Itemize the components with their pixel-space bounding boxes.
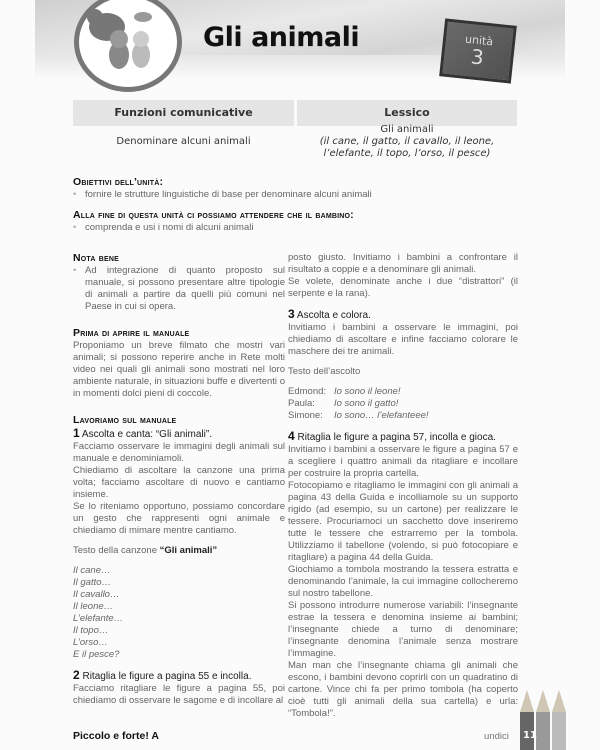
- animals-icon: [79, 0, 177, 87]
- table-header: Lessico: [297, 100, 517, 126]
- section-heading: Lavoriamo sul manuale: [73, 414, 177, 426]
- lyric-line: E il pesce?: [73, 649, 120, 660]
- page-title: Gli animali: [203, 22, 360, 53]
- speaker: Simone:: [288, 410, 323, 421]
- step-title: 1 Ascolta e canta: “Gli animali”.: [73, 426, 212, 440]
- paragraph: Chiediamo di ascoltare la canzone una prima volta; facciamo ascoltare di nuovo e cantiamo insieme.: [73, 465, 285, 500]
- step-title: 4 Ritaglia le figure a pagina 57, incolla e gioca.: [288, 429, 496, 443]
- table-cell: [297, 124, 517, 160]
- pencil-icon: [520, 690, 534, 750]
- objectives-section: [73, 176, 523, 234]
- bullet-item: • Ad integrazione di quanto proposto sul manuale, si possono presentare altre tipologie di animali a partire da quelli più comuni nel Paese in cui si opera.: [73, 265, 285, 313]
- paragraph: Invitiamo i bambini a osservare le figure a pagina 57 e a scegliere i quattro animali da ritagliare e incollare per costruire la propria cartella.: [288, 444, 518, 479]
- speech: Io sono il leone!: [334, 386, 401, 397]
- table-header: Funzioni comunicative: [73, 100, 294, 126]
- unit-number: 3: [469, 44, 485, 70]
- lyric-line: L’elefante…: [73, 613, 124, 624]
- pencil-icon: [552, 690, 566, 750]
- lexicon-list: (il cane, il gatto, il cavallo, il leone, l’elefante, il topo, l’orso, il pesce): [319, 136, 495, 159]
- lexicon-title: Gli animali: [380, 124, 434, 135]
- listening-label: Testo dell’ascolto: [288, 366, 361, 377]
- speech: Io sono… l’elefanteee!: [334, 410, 429, 421]
- lyric-line: Il gatto…: [73, 577, 112, 588]
- paragraph: Invitiamo i bambini a osservare le immagini, poi chiediamo di ascoltare e infine facciamo colorare le maschere dei tre animali.: [288, 322, 518, 357]
- lyric-line: Il cavallo…: [73, 589, 120, 600]
- section-heading: Obiettivi dell’unità:: [73, 176, 164, 188]
- lyric-line: Il leone…: [73, 601, 114, 612]
- section-heading: Alla fine di questa unità ci possiamo attendere che il bambino:: [73, 209, 354, 221]
- speech: Io sono il gatto!: [334, 398, 399, 409]
- page-word: undici: [484, 731, 509, 742]
- page-number: 11: [523, 730, 537, 741]
- step-title: 2 Ritaglia le figure a pagina 55 e incolla.: [73, 668, 252, 682]
- unit-badge: [439, 18, 517, 83]
- speaker: Paula:: [288, 398, 315, 409]
- section-heading: Prima di aprire il manuale: [73, 327, 190, 339]
- section-heading: Nota bene: [73, 252, 120, 264]
- book-title: Piccolo e forte! A: [73, 730, 159, 742]
- bullet-item: • comprenda e usi i nomi di alcuni animali: [73, 222, 523, 234]
- paragraph: Facciamo osservare le immagini degli animali sul manuale e denominiamoli.: [73, 441, 285, 464]
- paragraph: Fotocopiamo e ritagliamo le immagini con gli animali a pagina 43 della Guida e incolliamole su un supporto rigido (ad esempio, su un cartone) per realizzare le tessere. Procuriamoci un sacchetto dove inseriremo tutte le tessere che estrarremo per la tombola. Utilizziamo il tabellone (volendo, si può fotocopiare e ritagliare) a pagina 44 della Guida.: [288, 480, 518, 563]
- right-column: [288, 252, 518, 720]
- paragraph: Se volete, denominate anche i due “distrattori” (il serpente e la rana).: [288, 276, 518, 299]
- lyric-line: Il cane…: [73, 565, 111, 576]
- song-label: Testo della canzone “Gli animali”: [73, 545, 218, 556]
- paragraph: posto giusto. Invitiamo i bambini a confrontare il risultato a coppie e a denominare gli animali.: [288, 252, 518, 275]
- dialogue: [288, 386, 518, 422]
- paragraph: Giochiamo a tombola mostrando la tessera estratta e denominando l’animale, la cui immagine collocheremo sul nostro tabellone.: [288, 564, 518, 599]
- paragraph: Facciamo ritagliare le figure a pagina 55, poi chiediamo di osservare le sagome e di incollare al: [73, 683, 285, 706]
- pencil-icon: [536, 690, 550, 750]
- paragraph: Man man che l’insegnante chiama gli animali che escono, i bambini devono coprirli con un quadratino di cartone. Vince chi fa per primo tombola (ha coperto cioè tutti gli animali della sua cartella) e urla: “Tombola!”.: [288, 660, 518, 719]
- lyric-line: Il topo…: [73, 625, 109, 636]
- paragraph: Si possono introdurre numerose variabili: l’insegnante estrae la tessera e denomina insieme ai bambini; l’insegnante chiede a turno di denominare; l’insegnante denomina l’animale senza mostrare l’immagine.: [288, 600, 518, 659]
- table-cell: Denominare alcuni animali: [116, 136, 251, 147]
- paragraph: Se lo riteniamo opportuno, possiamo concordare un gesto che rappresenti ogni animale e chiediamo di mimare mentre cantiamo.: [73, 501, 285, 536]
- paragraph: Proponiamo un breve filmato che mostri vari animali; si possono reperire anche in Rete molti video nei quali gli animali sono mostrati nel loro ambiente naturale, in situazioni buffe e divertenti o in momenti dolci pieni di coccole.: [73, 340, 285, 399]
- left-column: [73, 252, 285, 707]
- step-title: 3 Ascolta e colora.: [288, 307, 371, 321]
- animals-illustration: [74, 0, 182, 92]
- speaker: Edmond:: [288, 386, 327, 397]
- song-lyrics: [73, 565, 285, 661]
- unit-label: unità: [464, 32, 494, 49]
- bullet-item: • fornire le strutture linguistiche di base per denominare alcuni animali: [73, 189, 523, 201]
- lyric-line: L’orso…: [73, 637, 108, 648]
